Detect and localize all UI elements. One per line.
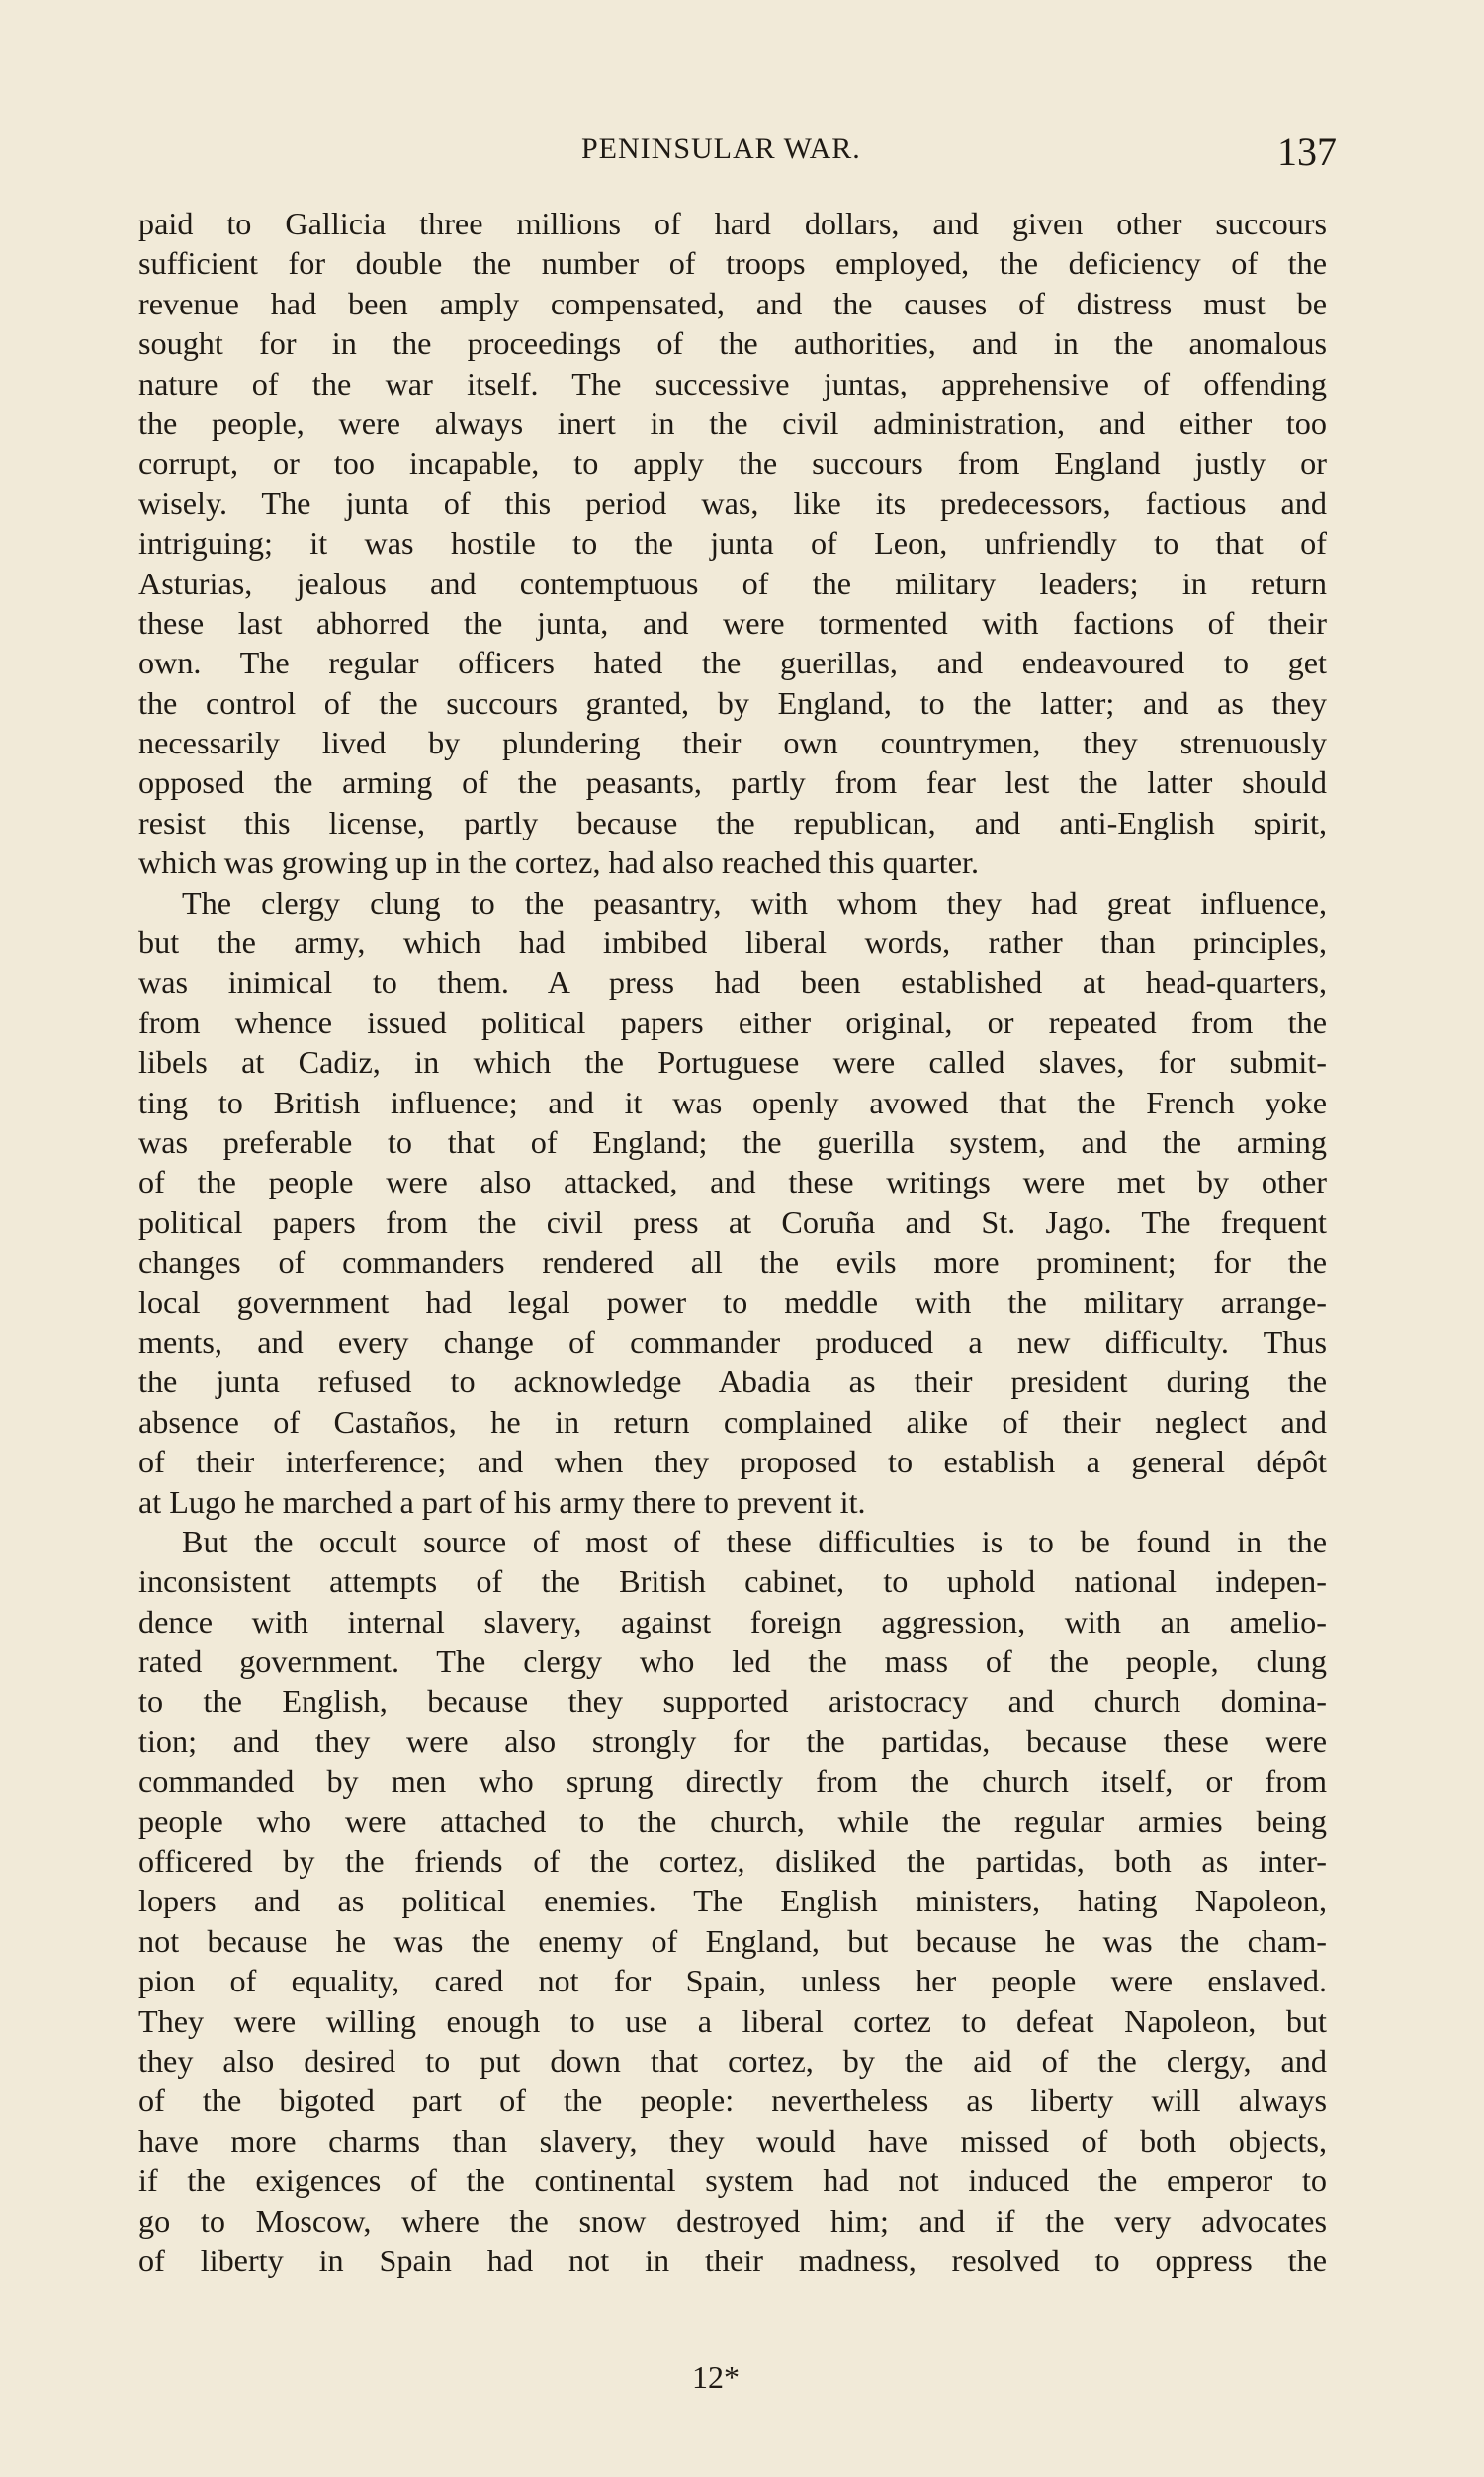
text-line: sought for in the proceedings of the authorities, and in the anomalous <box>138 325 1327 362</box>
text-line: people who were attached to the church, while the regular armies being <box>138 1803 1327 1839</box>
running-head <box>0 127 1484 186</box>
body-text <box>138 204 1327 2280</box>
text-line: sufficient for double the number of troops employed, the deficiency of the <box>138 245 1327 282</box>
text-line: of liberty in Spain had not in their madness, resolved to oppress the <box>138 2242 1327 2278</box>
text-line: own. The regular officers hated the guerillas, and endeavoured to get <box>138 645 1327 681</box>
text-line: wisely. The junta of this period was, like its predecessors, factious and <box>138 485 1327 521</box>
text-line: these last abhorred the junta, and were tormented with factions of their <box>138 604 1327 641</box>
paragraph-start-line: The clergy clung to the peasantry, with whom they had great influence, <box>182 884 1327 921</box>
text-line: resist this license, partly because the republican, and anti-English spirit, <box>138 804 1327 840</box>
text-line: intriguing; it was hostile to the junta of Leon, unfriendly to that of <box>138 525 1327 562</box>
text-line: They were willing enough to use a liberal cortez to defeat Napoleon, but <box>138 2002 1327 2039</box>
text-line: commanded by men who sprung directly from the church itself, or from <box>138 1763 1327 1800</box>
text-line: go to Moscow, where the snow destroyed him; and if the very advocates <box>138 2202 1327 2239</box>
text-line: of the people were also attacked, and these writings were met by other <box>138 1164 1327 1200</box>
text-line: political papers from the civil press at Coruña and St. Jago. The frequent <box>138 1203 1327 1240</box>
text-line: dence with internal slavery, against foreign aggression, with an amelio- <box>138 1603 1327 1639</box>
text-line: have more charms than slavery, they would have missed of both objects, <box>138 2122 1327 2159</box>
text-line: Asturias, jealous and contemptuous of the military leaders; in return <box>138 565 1327 601</box>
text-line: opposed the arming of the peasants, partly from fear lest the latter should <box>138 764 1327 801</box>
text-line: ments, and every change of commander produced a new difficulty. Thus <box>138 1323 1327 1360</box>
text-line: necessarily lived by plundering their own countrymen, they strenuously <box>138 725 1327 761</box>
text-line: local government had legal power to meddle with the military arrange- <box>138 1283 1327 1320</box>
text-line: libels at Cadiz, in which the Portuguese were called slaves, for submit- <box>138 1044 1327 1081</box>
text-line: absence of Castaños, he in return complained alike of their neglect and <box>138 1403 1327 1440</box>
running-title: PENINSULAR WAR. <box>581 133 861 165</box>
text-line: changes of commanders rendered all the evils more prominent; for the <box>138 1244 1327 1281</box>
text-line: from whence issued political papers either original, or repeated from the <box>138 1004 1327 1040</box>
page-number: 137 <box>1277 130 1337 174</box>
text-line: rated government. The clergy who led the mass of the people, clung <box>138 1643 1327 1680</box>
text-line: of the bigoted part of the people: nevertheless as liberty will always <box>138 2082 1327 2119</box>
text-line: not because he was the enemy of England, but because he was the cham- <box>138 1922 1327 1959</box>
text-line: ting to British influence; and it was openly avowed that the French yoke <box>138 1084 1327 1120</box>
text-line: corrupt, or too incapable, to apply the succours from England justly or <box>138 445 1327 482</box>
text-line: pion of equality, cared not for Spain, unless her people were enslaved. <box>138 1963 1327 1999</box>
text-line: at Lugo he marched a part of his army there to prevent it. <box>138 1483 866 1520</box>
signature-mark: 12* <box>692 2359 740 2395</box>
text-line: to the English, because they supported aristocracy and church domina- <box>138 1683 1327 1720</box>
text-line: tion; and they were also strongly for the partidas, because these were <box>138 1723 1327 1759</box>
text-line: the people, were always inert in the civil administration, and either too <box>138 404 1327 441</box>
text-line: they also desired to put down that cortez, by the aid of the clergy, and <box>138 2042 1327 2079</box>
text-line: paid to Gallicia three millions of hard dollars, and given other succours <box>138 206 1327 241</box>
text-line: revenue had been amply compensated, and the causes of distress must be <box>138 285 1327 321</box>
text-line: was preferable to that of England; the guerilla system, and the arming <box>138 1123 1327 1160</box>
text-line: the control of the succours granted, by England, to the latter; and as they <box>138 684 1327 721</box>
text-line: the junta refused to acknowledge Abadia as their president during the <box>138 1364 1327 1400</box>
text-line: was inimical to them. A press had been established at head-quarters, <box>138 964 1327 1001</box>
text-line: inconsistent attempts of the British cabinet, to uphold national indepen- <box>138 1563 1327 1600</box>
text-line: officered by the friends of the cortez, disliked the partidas, both as inter- <box>138 1843 1327 1880</box>
text-line: but the army, which had imbibed liberal words, rather than principles, <box>138 925 1327 961</box>
text-line: nature of the war itself. The successive juntas, apprehensive of offending <box>138 365 1327 401</box>
text-line: if the exigences of the continental system had not induced the emperor to <box>138 2163 1327 2199</box>
paragraph-start-line: But the occult source of most of these difficulties is to be found in the <box>182 1523 1327 1559</box>
text-line: which was growing up in the cortez, had also reached this quarter. <box>138 844 980 881</box>
text-line: lopers and as political enemies. The English ministers, hating Napoleon, <box>138 1883 1327 1919</box>
text-line: of their interference; and when they proposed to establish a general dépôt <box>138 1444 1327 1480</box>
